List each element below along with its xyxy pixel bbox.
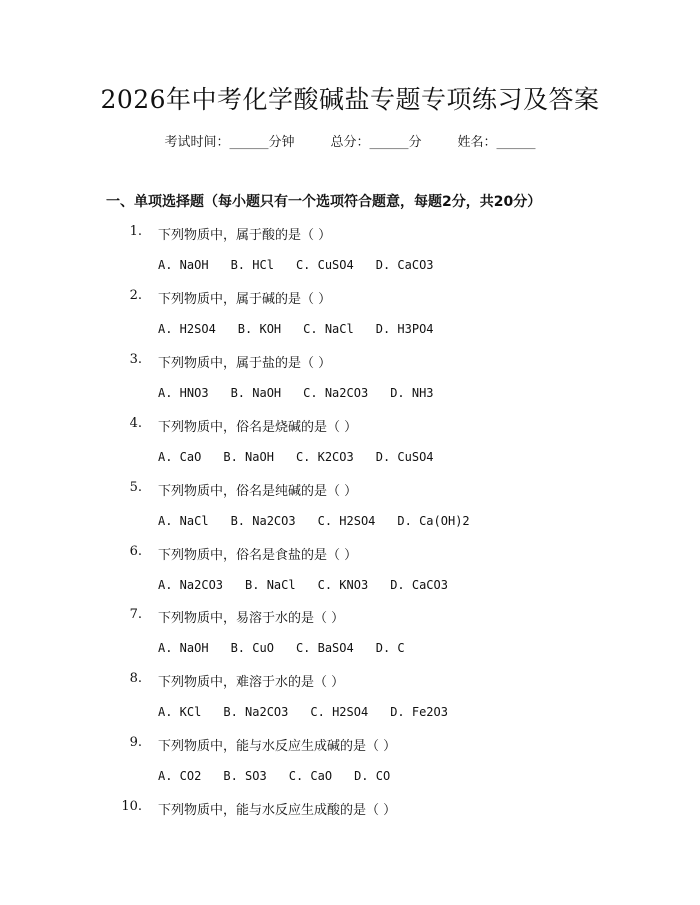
option-row (158, 513, 492, 528)
question-text: 下列物质中，难溶于水的是（ ） (158, 675, 345, 691)
name-label: 姓名： (457, 135, 497, 150)
answer-option: C. CaO (288, 769, 333, 784)
answer-option: D. CuSO4 (375, 449, 434, 464)
question-text: 下列物质中，易溶于水的是（ ） (158, 611, 345, 627)
answer-option: B. Na2CO3 (230, 513, 296, 528)
question-text: 下列物质中，属于碱的是（ ） (158, 291, 332, 307)
answer-option: C. Na2CO3 (303, 385, 369, 400)
answer-option: D. CaCO3 (375, 258, 434, 272)
question-number: 10. (121, 799, 142, 815)
question-item (0, 735, 700, 795)
question-number: 7. (129, 607, 142, 623)
question-number: 3. (129, 351, 142, 367)
question-number: 9. (129, 735, 142, 751)
name-blank: ______ (496, 135, 536, 150)
answer-option: D. CaCO3 (390, 577, 448, 592)
answer-option: D. CO (354, 769, 391, 784)
answer-option: A. CO2 (158, 769, 202, 784)
question-item (0, 671, 700, 731)
question-text: 下列物质中，俗名是纯碱的是（ ） (158, 483, 358, 499)
question-number: 6. (129, 543, 142, 559)
option-row (158, 577, 470, 592)
answer-option: A. Na2CO3 (158, 577, 224, 592)
answer-option: C. H2SO4 (317, 513, 376, 528)
score-unit: 分 (408, 135, 422, 150)
answer-option: B. NaOH (223, 449, 274, 464)
answer-option: B. HCl (230, 258, 274, 272)
score-label: 总分： (330, 135, 370, 150)
answer-option: B. SO3 (223, 769, 267, 784)
answer-option: C. BaSO4 (295, 641, 354, 656)
answer-option: A. KCl (158, 705, 202, 720)
answer-option: C. KNO3 (317, 577, 369, 592)
question-item (0, 352, 700, 412)
time-unit: 分钟 (268, 135, 295, 150)
answer-option: B. NaCl (245, 577, 296, 592)
option-row (158, 768, 412, 783)
question-text: 下列物质中，俗名是烧碱的是（ ） (158, 419, 358, 435)
page-title: 2026年中考化学酸碱盐专题专项练习及答案 (100, 85, 600, 114)
section-title: 一、单项选择题（每小题只有一个选项符合题意，每题2分，共20分） (106, 194, 542, 210)
option-row (158, 385, 456, 400)
answer-option: B. KOH (237, 321, 282, 336)
score-blank: ______ (369, 135, 409, 150)
question-text: 下列物质中，属于盐的是（ ） (158, 355, 332, 371)
question-item (0, 288, 700, 348)
question-item (0, 224, 700, 284)
question-number: 2. (129, 287, 142, 303)
time-blank: ______ (229, 135, 269, 150)
option-row (158, 640, 427, 655)
answer-option: A. H2SO4 (158, 321, 216, 336)
question-item (0, 607, 700, 667)
question-item (0, 480, 700, 540)
answer-option: A. NaCl (158, 513, 209, 528)
option-row (158, 704, 470, 719)
option-row (158, 449, 456, 464)
answer-option: B. CuO (230, 641, 274, 656)
question-number: 4. (129, 415, 142, 431)
answer-option: A. CaO (158, 449, 202, 464)
answer-option: A. NaOH (158, 641, 209, 656)
answer-option: A. HNO3 (158, 385, 209, 400)
answer-option: C. NaCl (303, 321, 354, 336)
question-text: 下列物质中，能与水反应生成酸的是（ ） (158, 803, 397, 819)
question-text: 下列物质中，俗名是食盐的是（ ） (158, 547, 358, 563)
question-item (0, 544, 700, 604)
option-row (158, 321, 456, 336)
time-label: 考试时间： (164, 135, 230, 150)
answer-option: C. H2SO4 (310, 705, 369, 720)
answer-option: C. K2CO3 (295, 449, 354, 464)
question-number: 1. (129, 224, 142, 239)
question-item (0, 799, 700, 859)
answer-option: D. C (375, 641, 405, 656)
answer-option: B. Na2CO3 (223, 705, 289, 720)
answer-option: D. Fe2O3 (390, 705, 448, 720)
question-text: 下列物质中，能与水反应生成碱的是（ ） (158, 739, 397, 755)
answer-option: D. Ca(OH)2 (397, 513, 470, 528)
option-row (158, 257, 456, 272)
answer-option: A. NaOH (158, 258, 209, 272)
answer-option: D. NH3 (390, 385, 434, 400)
question-number: 8. (129, 671, 142, 687)
question-number: 5. (129, 479, 142, 495)
question-item (0, 416, 700, 476)
answer-option: B. NaOH (230, 385, 282, 400)
answer-option: C. CuSO4 (295, 258, 354, 272)
answer-option: D. H3PO4 (375, 321, 434, 336)
question-text: 下列物质中，属于酸的是（ ） (158, 228, 332, 243)
